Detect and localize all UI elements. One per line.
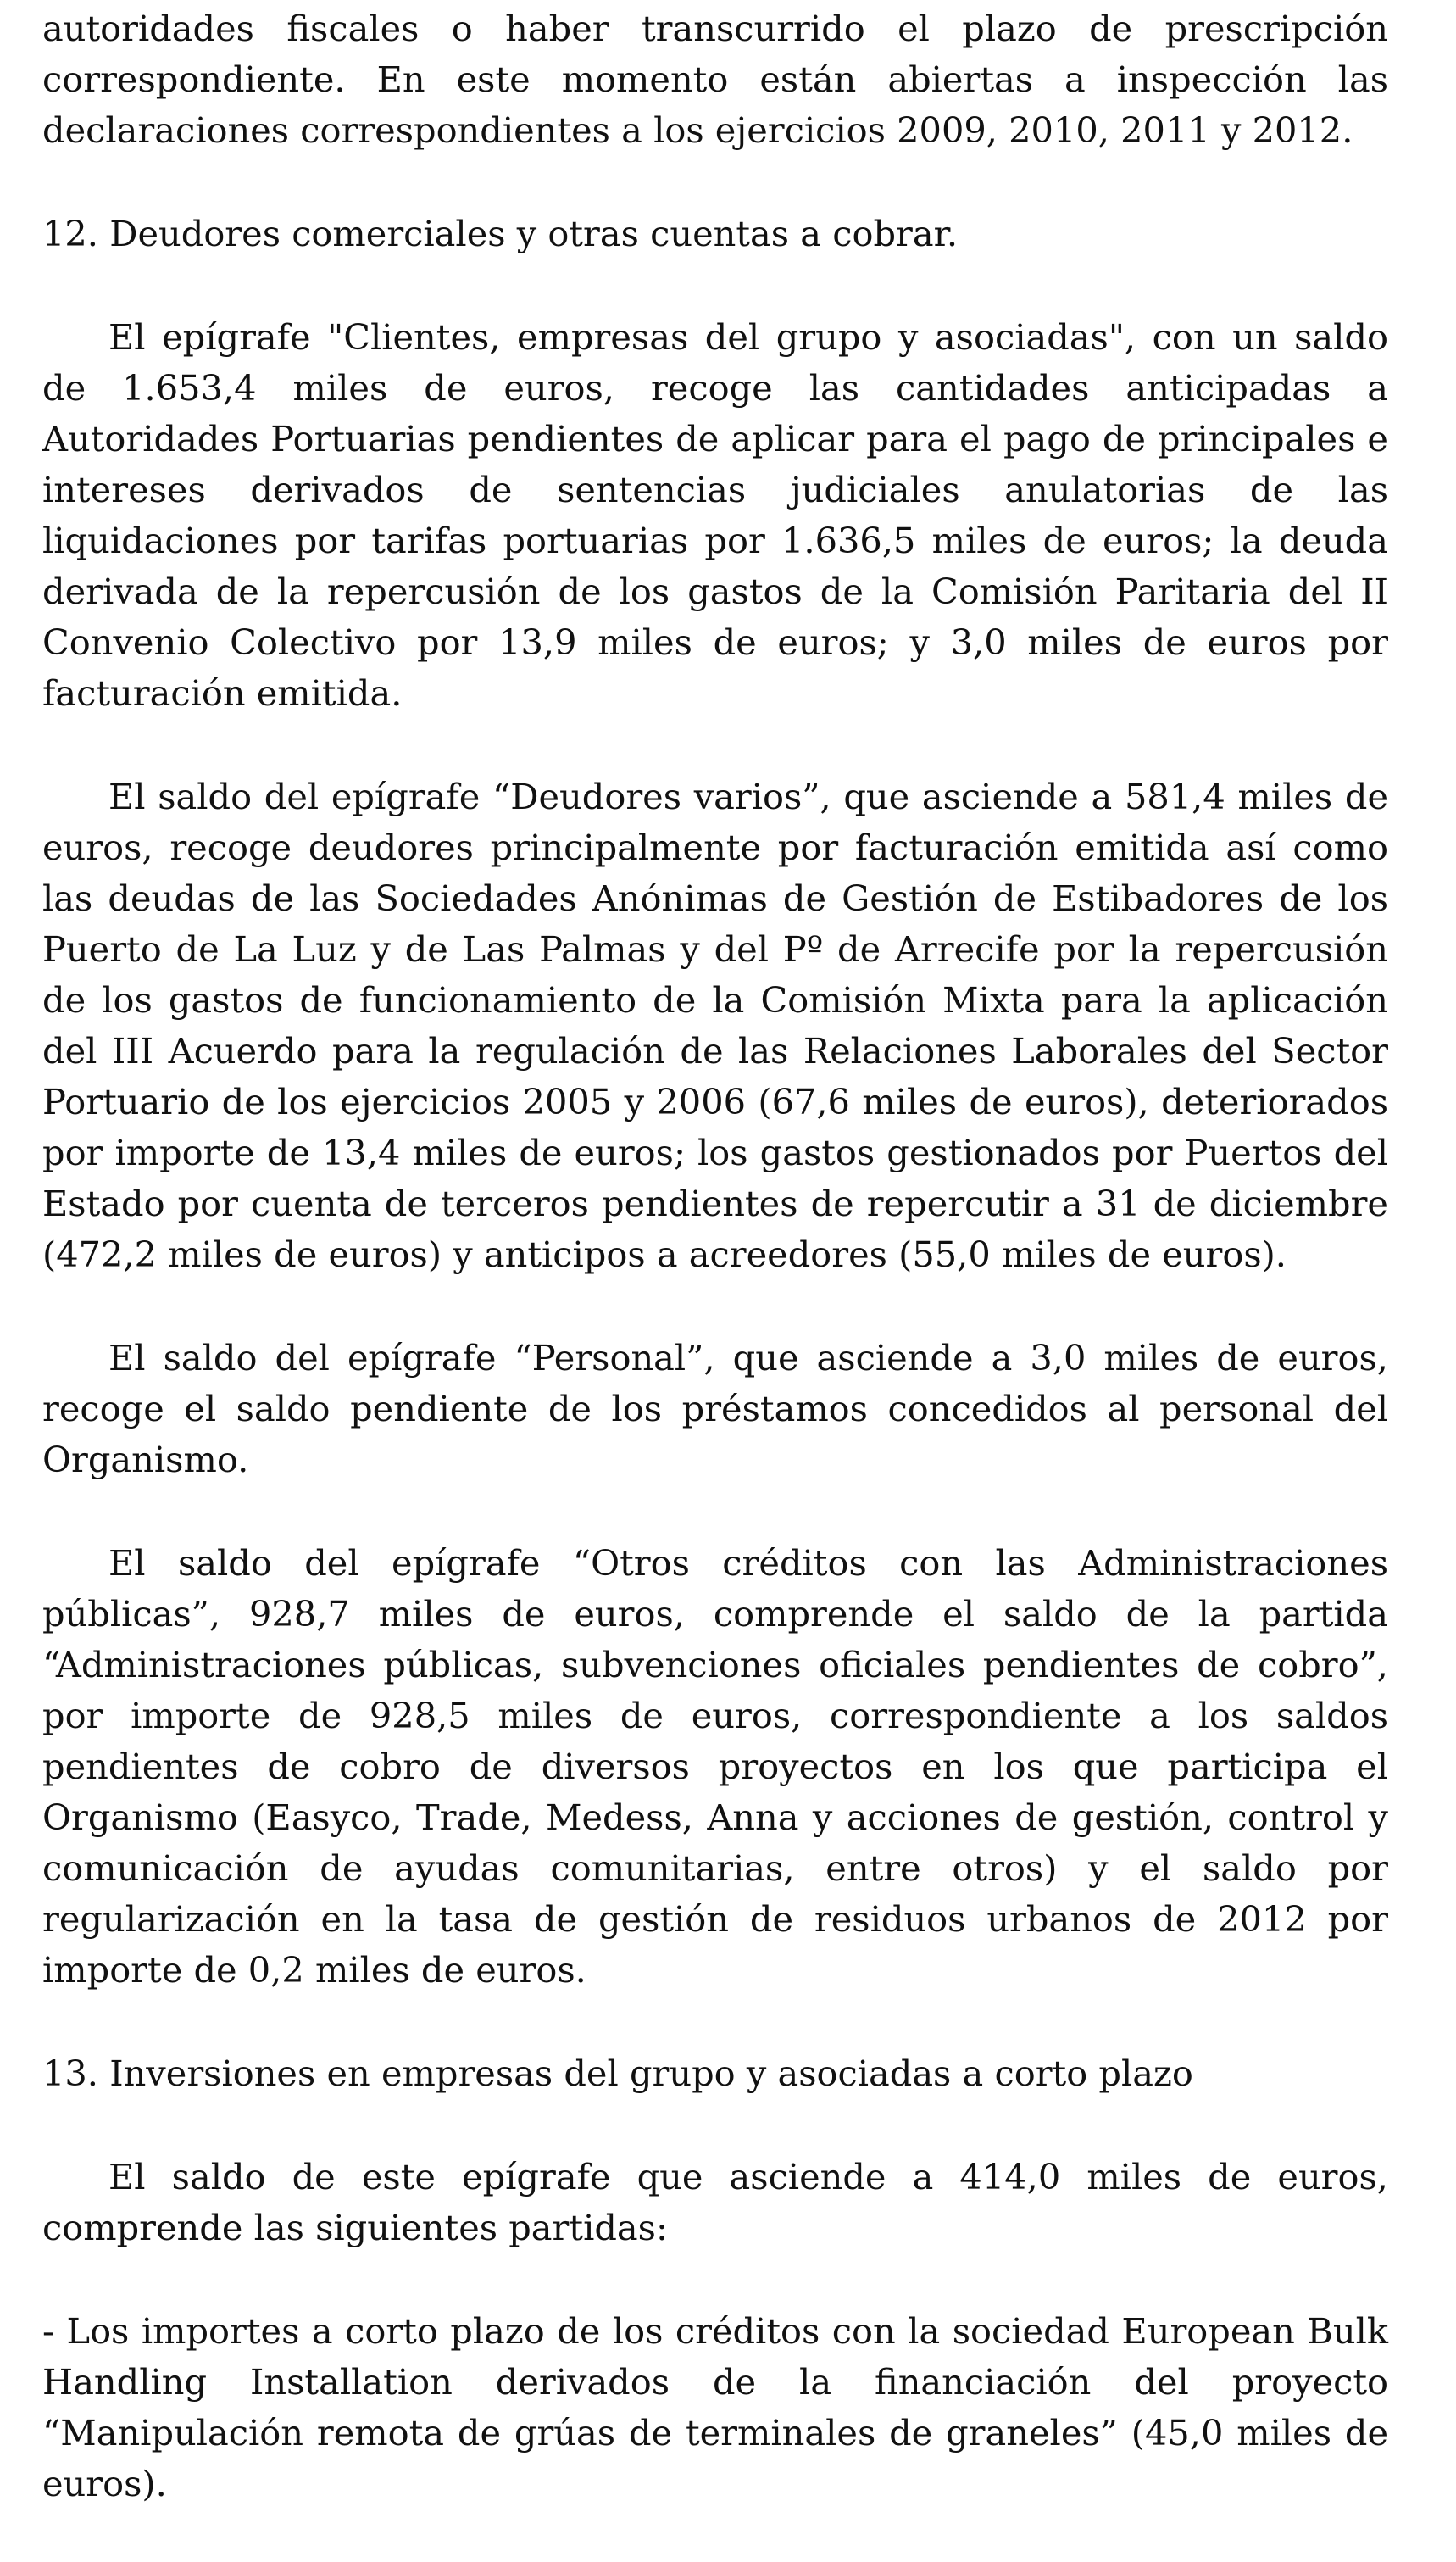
paragraph-inversiones: El saldo de este epígrafe que asciende a 414,0 miles de euros, comprende las siguientes partidas: — [42, 2156, 1388, 2248]
paragraph-deudores-varios: El saldo del epígrafe “Deudores varios”, que asciende a 581,4 miles de euros, recoge deudores principalmente por facturación emitida así como las deudas de las Sociedades Anónimas de Gestión de Estibadores de los Puerto de La Luz y de Las Palmas y del Pº de Arrecife por la repercusión de los gastos de funcionamiento de la Comisión Mixta para la aplicación del III Acuerdo para la regulación de las Relaciones Laborales del Sector Portuario de los ejercicios 2005 y 2006 (67,6 miles de euros), deteriorados por importe de 13,4 miles de euros; los gastos gestionados por Puertos del Estado por cuenta de terceros pendientes de repercutir a 31 de diciembre (472,2 miles de euros) y anticipos a acreedores (55,0 miles de euros). — [42, 776, 1388, 1275]
section-heading-12: 12. Deudores comerciales y otras cuentas a cobrar. — [42, 213, 959, 254]
paragraph-clientes: El epígrafe "Clientes, empresas del grupo y asociadas", con un saldo de 1.653,4 miles de euros, recoge las cantidades anticipadas a Autoridades Portuarias pendientes de aplicar para el pago de principales e intereses derivados de sentencias judiciales anulatorias de las liquidaciones por tarifas portuarias por 1.636,5 miles de euros; la deuda derivada de la repercusión de los gastos de la Comisión Paritaria del II Convenio Colectivo por 13,9 miles de euros; y 3,0 miles de euros por facturación emitida. — [42, 316, 1388, 714]
document-page — [42, 0, 1388, 2562]
paragraph-personal: El saldo del epígrafe “Personal”, que asciende a 3,0 miles de euros, recoge el saldo pendiente de los préstamos concedidos al personal del Organismo. — [42, 1337, 1388, 1480]
paragraph-tax-inspection: autoridades fiscales o haber transcurrido el plazo de prescripción correspondiente. En este momento están abiertas a inspección las declaraciones correspondientes a los ejercicios 2009, 2010, 2011 y 2012. — [42, 8, 1388, 151]
section-heading-13: 13. Inversiones en empresas del grupo y asociadas a corto plazo — [42, 2052, 1193, 2094]
paragraph-administraciones: El saldo del epígrafe “Otros créditos con las Administraciones públicas”, 928,7 miles de euros, comprende el saldo de la partida “Administraciones públicas, subvenciones oficiales pendientes de cobro”, por importe de 928,5 miles de euros, correspondiente a los saldos pendientes de cobro de diversos proyectos en los que participa el Organismo (Easyco, Trade, Medess, Anna y acciones de gestión, control y comunicación de ayudas comunitarias, entre otros) y el saldo por regularización en la tasa de gestión de residuos urbanos de 2012 por importe de 0,2 miles de euros. — [42, 1542, 1388, 1991]
paragraph-bulk-handling: - Los importes a corto plazo de los créditos con la sociedad European Bulk Handling Installation derivados de la financiación del proyecto “Manipulación remota de grúas de terminales de graneles” (45,0 miles de euros). — [42, 2310, 1388, 2504]
